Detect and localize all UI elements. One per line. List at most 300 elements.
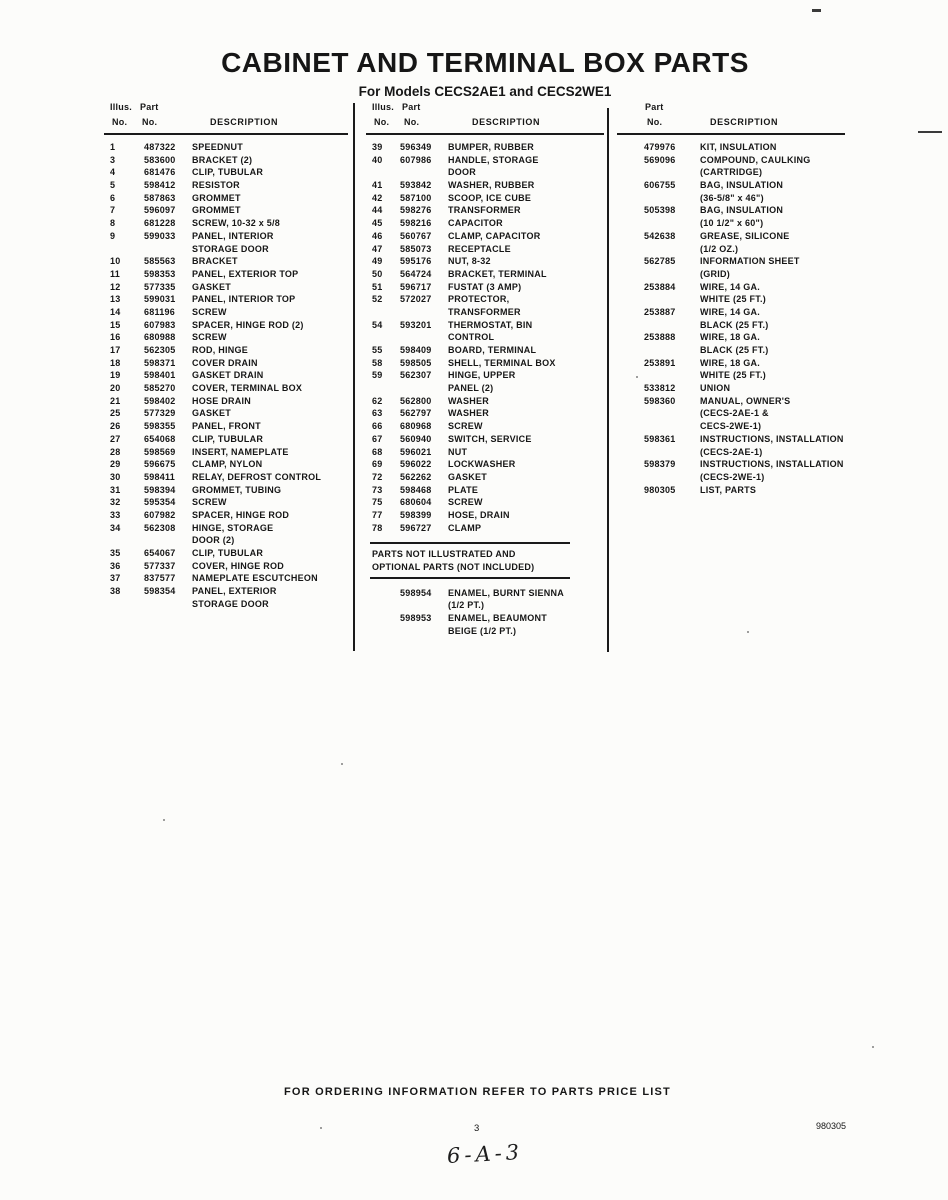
part-no: 564724 xyxy=(400,268,432,279)
part-no: 587100 xyxy=(400,192,432,203)
part-no: 596097 xyxy=(144,205,176,216)
illus-no: 72 xyxy=(372,471,383,482)
illus-no xyxy=(368,612,394,625)
description: NAMEPLATE ESCUTCHEON xyxy=(192,573,318,584)
parts-column-1 xyxy=(106,100,350,610)
description: STORAGE DOOR xyxy=(192,598,269,609)
part-no xyxy=(400,331,446,344)
part-no xyxy=(144,534,190,547)
parts-row xyxy=(622,306,862,319)
page-title: CABINET AND TERMINAL BOX PARTS xyxy=(221,47,749,78)
illus-no xyxy=(368,599,394,612)
description: CLIP, TUBULAR xyxy=(192,433,264,444)
description: HINGE, UPPER xyxy=(448,370,516,381)
illus-no: 39 xyxy=(372,142,383,152)
description: CLIP, TUBULAR xyxy=(192,548,264,558)
parts-row xyxy=(368,293,606,306)
illus-no xyxy=(106,243,132,256)
illus-no: 9 xyxy=(110,230,116,241)
column-header xyxy=(106,100,350,140)
part-no: 533812 xyxy=(644,383,676,394)
part-no xyxy=(644,420,692,433)
illus-no: 19 xyxy=(110,370,121,381)
header-rule xyxy=(366,133,604,135)
header-illus: Illus. xyxy=(372,102,395,112)
header-part: Part xyxy=(402,102,421,112)
header-illus-no: No. xyxy=(374,117,390,127)
part-no: 560767 xyxy=(400,230,432,241)
part-no: 585270 xyxy=(144,383,176,394)
parts-row xyxy=(368,331,606,344)
handwritten-mark: 6-A-3 xyxy=(446,1140,524,1168)
illus-no xyxy=(368,306,394,319)
description: SCREW, 10-32 x 5/8 xyxy=(192,218,281,229)
parts-row xyxy=(106,433,350,446)
description: GASKET xyxy=(192,281,232,292)
part-no: 253888 xyxy=(644,332,676,343)
scan-speck xyxy=(320,1127,322,1129)
parts-row xyxy=(368,484,606,497)
illus-no: 27 xyxy=(110,433,121,444)
parts-row xyxy=(106,179,350,192)
part-no: 681228 xyxy=(144,218,176,229)
parts-row xyxy=(622,433,862,446)
parts-row xyxy=(106,230,350,243)
part-no xyxy=(400,625,446,638)
parts-row xyxy=(622,179,862,192)
part-no: 577337 xyxy=(144,560,176,571)
description: WIRE, 18 GA. xyxy=(700,357,761,368)
description: CAPACITOR xyxy=(448,218,503,229)
description: (1/2 OZ.) xyxy=(700,243,739,254)
parts-row xyxy=(622,395,862,408)
illus-no: 59 xyxy=(372,370,383,381)
illus-no xyxy=(368,587,394,600)
parts-row xyxy=(368,141,606,154)
description: PLATE xyxy=(448,484,479,495)
parts-row xyxy=(368,509,606,522)
parts-row xyxy=(106,496,350,509)
description: KIT, INSULATION xyxy=(700,142,777,152)
part-no: 595354 xyxy=(144,497,176,508)
description: BLACK (25 FT.) xyxy=(700,319,769,330)
parts-row xyxy=(106,281,350,294)
description: BRACKET, TERMINAL xyxy=(448,268,547,279)
parts-row xyxy=(106,522,350,535)
description: WIRE, 18 GA. xyxy=(700,332,761,343)
part-no: 479976 xyxy=(644,142,676,152)
part-no: 681196 xyxy=(144,306,176,317)
illus-no: 30 xyxy=(110,471,121,482)
parts-row xyxy=(368,612,606,625)
part-no: 599031 xyxy=(144,294,176,305)
part-no: 598353 xyxy=(144,268,176,279)
illus-no: 55 xyxy=(372,345,383,355)
illus-no: 66 xyxy=(372,421,383,432)
doc-number: 980305 xyxy=(816,1121,847,1131)
illus-no: 35 xyxy=(110,548,121,558)
illus-no: 78 xyxy=(372,522,383,533)
description: COVER, TERMINAL BOX xyxy=(192,383,303,394)
part-no xyxy=(144,243,190,256)
part-no: 607986 xyxy=(400,154,432,165)
parts-row xyxy=(106,331,350,344)
part-no: 680604 xyxy=(400,497,432,508)
illus-no: 15 xyxy=(110,319,121,330)
part-no: 587863 xyxy=(144,192,176,203)
illus-no: 51 xyxy=(372,281,383,292)
parts-row xyxy=(622,458,862,471)
description: GASKET DRAIN xyxy=(192,370,264,381)
description: MANUAL, OWNER'S xyxy=(700,395,791,406)
part-no: 598409 xyxy=(400,345,432,355)
part-no: 680988 xyxy=(144,332,176,343)
column-header xyxy=(368,100,606,140)
section-heading-line: PARTS NOT ILLUSTRATED AND xyxy=(372,549,516,560)
illus-no: 5 xyxy=(110,180,116,191)
part-no: 253887 xyxy=(644,306,676,317)
description: DOOR (2) xyxy=(192,535,235,546)
parts-list xyxy=(368,141,606,534)
parts-row xyxy=(622,471,862,484)
part-no: 253891 xyxy=(644,357,676,368)
description: SPEEDNUT xyxy=(192,142,244,152)
part-no: 569096 xyxy=(644,154,676,165)
description: INSTRUCTIONS, INSTALLATION xyxy=(700,433,844,444)
part-no: 596349 xyxy=(400,142,432,152)
illus-no: 41 xyxy=(372,180,383,191)
part-no xyxy=(644,471,692,484)
parts-row xyxy=(106,154,350,167)
header-part-no: No. xyxy=(647,117,663,127)
parts-row xyxy=(368,395,606,408)
illus-no: 28 xyxy=(110,446,121,457)
header-description: DESCRIPTION xyxy=(710,117,779,127)
parts-row xyxy=(368,369,606,382)
description: RESISTOR xyxy=(192,180,240,191)
description: GASKET xyxy=(192,408,232,419)
parts-row xyxy=(106,357,350,370)
description: NUT, 8-32 xyxy=(448,256,491,267)
parts-row xyxy=(106,471,350,484)
parts-row xyxy=(368,255,606,268)
description: PANEL, INTERIOR xyxy=(192,230,274,241)
illus-no: 67 xyxy=(372,433,383,444)
parts-row xyxy=(368,420,606,433)
part-no: 593201 xyxy=(400,319,432,330)
part-no: 680968 xyxy=(400,421,432,432)
part-no xyxy=(644,268,692,281)
illus-no xyxy=(106,534,132,547)
parts-row xyxy=(622,281,862,294)
part-no xyxy=(144,598,190,611)
part-no: 562308 xyxy=(144,522,176,533)
part-no: 598468 xyxy=(400,484,432,495)
parts-row xyxy=(368,382,606,395)
description: PANEL, EXTERIOR TOP xyxy=(192,268,299,279)
description: SCREW xyxy=(448,497,483,508)
part-no: 606755 xyxy=(644,180,676,191)
column-header xyxy=(622,100,862,140)
illus-no: 49 xyxy=(372,256,383,267)
illus-no: 32 xyxy=(110,497,121,508)
illus-no: 18 xyxy=(110,357,121,368)
parts-row xyxy=(106,268,350,281)
part-no: 837577 xyxy=(144,573,176,584)
description: BOARD, TERMINAL xyxy=(448,345,537,355)
parts-row xyxy=(368,344,606,357)
illus-no: 14 xyxy=(110,306,121,317)
illus-no: 69 xyxy=(372,459,383,470)
parts-row xyxy=(106,547,350,560)
header-part-no: No. xyxy=(404,117,420,127)
illus-no: 4 xyxy=(110,167,116,178)
description: (CECS-2WE-1) xyxy=(700,471,765,482)
parts-row xyxy=(622,407,862,420)
part-no: 595176 xyxy=(400,256,432,267)
parts-row xyxy=(622,420,862,433)
illus-no: 42 xyxy=(372,192,383,203)
illus-no: 58 xyxy=(372,357,383,368)
parts-row xyxy=(106,585,350,598)
header-part: Part xyxy=(140,102,159,112)
scan-mark xyxy=(918,131,942,133)
column-divider xyxy=(607,108,609,652)
part-no xyxy=(644,369,692,382)
description: LOCKWASHER xyxy=(448,459,516,470)
part-no: 572027 xyxy=(400,294,432,305)
parts-row xyxy=(368,268,606,281)
parts-row xyxy=(106,560,350,573)
parts-row xyxy=(368,433,606,446)
illus-no: 25 xyxy=(110,408,121,419)
part-no: 607983 xyxy=(144,319,176,330)
parts-row xyxy=(368,204,606,217)
header-part: Part xyxy=(645,102,664,112)
illus-no: 1 xyxy=(110,142,116,152)
parts-row xyxy=(368,192,606,205)
parts-row xyxy=(368,625,606,638)
parts-row xyxy=(368,166,606,179)
parts-row xyxy=(368,407,606,420)
description: CONTROL xyxy=(448,332,495,343)
part-no: 681476 xyxy=(144,167,176,178)
illus-no: 52 xyxy=(372,294,383,305)
parts-row xyxy=(368,154,606,167)
parts-row xyxy=(106,484,350,497)
description: UNION xyxy=(700,383,731,394)
description: SCOOP, ICE CUBE xyxy=(448,192,532,203)
parts-row xyxy=(368,217,606,230)
parts-row xyxy=(368,230,606,243)
parts-row xyxy=(622,331,862,344)
part-no: 596675 xyxy=(144,459,176,470)
description: ROD, HINGE xyxy=(192,345,249,355)
illus-no: 34 xyxy=(110,522,121,533)
part-no: 562307 xyxy=(400,370,432,381)
description: RELAY, DEFROST CONTROL xyxy=(192,471,322,482)
illus-no: 6 xyxy=(110,192,116,203)
illus-no xyxy=(106,598,132,611)
description: PANEL, INTERIOR TOP xyxy=(192,294,296,305)
parts-row xyxy=(106,369,350,382)
parts-row xyxy=(622,154,862,167)
part-no: 505398 xyxy=(644,205,676,216)
part-no: 577335 xyxy=(144,281,176,292)
parts-row xyxy=(106,344,350,357)
parts-row xyxy=(106,534,350,547)
illus-no: 62 xyxy=(372,395,383,406)
description: BAG, INSULATION xyxy=(700,205,784,216)
description: INSTRUCTIONS, INSTALLATION xyxy=(700,459,844,470)
description: GROMMET xyxy=(192,205,241,216)
description: WHITE (25 FT.) xyxy=(700,370,766,381)
part-no: 598401 xyxy=(144,370,176,381)
parts-row xyxy=(106,255,350,268)
illus-no: 68 xyxy=(372,446,383,457)
part-no xyxy=(644,446,692,459)
parts-row xyxy=(622,293,862,306)
part-no: 560940 xyxy=(400,433,432,444)
part-no xyxy=(644,319,692,332)
parts-row xyxy=(368,496,606,509)
parts-row xyxy=(622,344,862,357)
part-no: 598953 xyxy=(400,613,432,624)
illus-no: 16 xyxy=(110,332,121,343)
header-part-no: No. xyxy=(142,117,158,127)
parts-row xyxy=(106,572,350,585)
description: GREASE, SILICONE xyxy=(700,230,790,241)
part-no xyxy=(400,599,446,612)
illus-no: 13 xyxy=(110,294,121,305)
description: LIST, PARTS xyxy=(700,484,757,495)
parts-row xyxy=(622,357,862,370)
parts-row xyxy=(106,509,350,522)
description: ENAMEL, BURNT SIENNA xyxy=(448,587,565,598)
description: INSERT, NAMEPLATE xyxy=(192,446,289,457)
description: CLAMP, NYLON xyxy=(192,459,263,470)
description: BEIGE (1/2 PT.) xyxy=(448,625,517,636)
parts-row xyxy=(368,306,606,319)
description: SCREW xyxy=(448,421,483,432)
header-illus: Illus. xyxy=(110,102,133,112)
parts-row xyxy=(368,179,606,192)
parts-row xyxy=(106,598,350,611)
description: (GRID) xyxy=(700,268,730,279)
part-no: 542638 xyxy=(644,230,676,241)
description: TRANSFORMER xyxy=(448,205,521,216)
part-no: 598360 xyxy=(644,395,676,406)
parts-row xyxy=(368,357,606,370)
header-illus-no: No. xyxy=(112,117,128,127)
description: CECS-2WE-1) xyxy=(700,421,762,432)
scan-speck xyxy=(872,1046,874,1048)
part-no: 598412 xyxy=(144,180,176,191)
illus-no: 21 xyxy=(110,395,121,406)
description: GASKET xyxy=(448,471,488,482)
part-no: 562797 xyxy=(400,408,432,419)
parts-row xyxy=(368,599,606,612)
part-no: 598361 xyxy=(644,433,676,444)
parts-row xyxy=(368,319,606,332)
parts-row xyxy=(106,458,350,471)
description: DOOR xyxy=(448,167,476,178)
column-divider xyxy=(353,103,355,651)
parts-row xyxy=(368,458,606,471)
illus-no: 63 xyxy=(372,408,383,419)
parts-row xyxy=(622,319,862,332)
illus-no: 54 xyxy=(372,319,383,330)
parts-column-3 xyxy=(622,100,862,496)
parts-row xyxy=(106,141,350,154)
parts-row xyxy=(368,446,606,459)
illus-no: 10 xyxy=(110,256,121,267)
description: WASHER, RUBBER xyxy=(448,180,535,191)
parts-row xyxy=(106,319,350,332)
parts-row xyxy=(368,587,606,600)
part-no xyxy=(400,382,446,395)
description: SCREW xyxy=(192,306,227,317)
parts-row xyxy=(106,166,350,179)
parts-row xyxy=(368,522,606,535)
illus-no: 17 xyxy=(110,345,121,355)
part-no: 596727 xyxy=(400,522,432,533)
description: SWITCH, SERVICE xyxy=(448,433,532,444)
description: (CECS-2AE-1) xyxy=(700,446,763,457)
description: PANEL, EXTERIOR xyxy=(192,586,277,597)
description: PANEL (2) xyxy=(448,383,494,394)
parts-row xyxy=(622,141,862,154)
description: (36-5/8" x 46") xyxy=(700,192,764,203)
part-no: 593842 xyxy=(400,180,432,191)
parts-row xyxy=(106,382,350,395)
illus-no: 75 xyxy=(372,497,383,508)
parts-row xyxy=(622,243,862,256)
description: STORAGE DOOR xyxy=(192,243,269,254)
part-no: 654068 xyxy=(144,433,176,444)
illus-no: 20 xyxy=(110,383,121,394)
description: (CECS-2AE-1 & xyxy=(700,408,769,419)
description: PANEL, FRONT xyxy=(192,421,261,432)
illus-no: 44 xyxy=(372,205,383,216)
illus-no: 40 xyxy=(372,154,383,165)
scan-speck xyxy=(747,631,749,633)
description: BRACKET xyxy=(192,256,238,267)
description: WIRE, 14 GA. xyxy=(700,306,761,317)
part-no: 598379 xyxy=(644,459,676,470)
part-no: 598371 xyxy=(144,357,176,368)
illus-no: 77 xyxy=(372,509,383,520)
part-no: 607982 xyxy=(144,509,176,520)
illus-no: 37 xyxy=(110,573,121,584)
parts-row xyxy=(106,446,350,459)
illus-no xyxy=(368,382,394,395)
part-no xyxy=(644,293,692,306)
description: THERMOSTAT, BIN xyxy=(448,319,533,330)
part-no xyxy=(644,192,692,205)
parts-row xyxy=(106,293,350,306)
parts-row xyxy=(622,484,862,497)
description: SPACER, HINGE ROD xyxy=(192,509,290,520)
not-illustrated-parts-list xyxy=(368,587,606,638)
description: BRACKET (2) xyxy=(192,154,253,165)
parts-column-2 xyxy=(368,100,606,637)
parts-row xyxy=(368,281,606,294)
part-no: 598402 xyxy=(144,395,176,406)
parts-row xyxy=(106,243,350,256)
scan-speck xyxy=(163,819,165,821)
part-no: 598399 xyxy=(400,509,432,520)
